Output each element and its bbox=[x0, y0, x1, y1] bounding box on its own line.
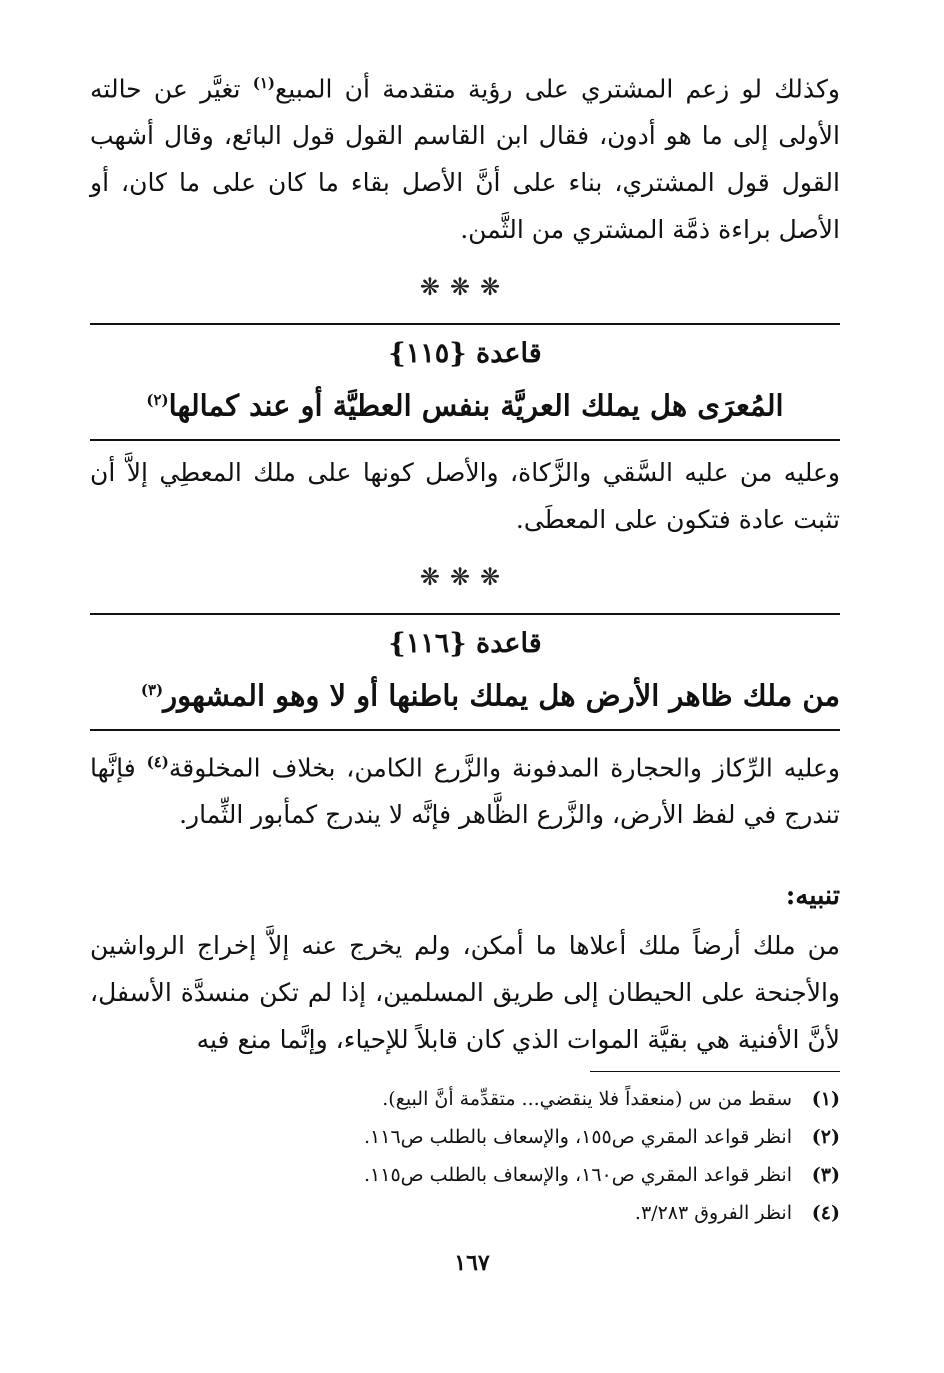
rule-116-number: قاعدة {١١٦} bbox=[388, 627, 542, 659]
rule-115-number: قاعدة {١١٥} bbox=[388, 338, 542, 370]
page-number: ١٦٧ bbox=[454, 1250, 490, 1276]
footnote-text: سقط من س (منعقداً فلا ينقضي... متقدِّمة أنَّ البيع). bbox=[382, 1088, 792, 1110]
footnote-item bbox=[100, 1156, 840, 1194]
footnotes bbox=[100, 1080, 840, 1232]
rule-116-body-text-continued: فإنَّها تندرج في لفظ الأرض، والزَّرع الظَّاهر فإنَّه لا يندرج كمأبور الثِّمار. bbox=[90, 752, 840, 829]
footnote-ref-3: (٣) bbox=[140, 680, 164, 699]
footnote-text: انظر قواعد المقري ص١٦٠، والإسعاف بالطلب ص١١٥. bbox=[363, 1164, 792, 1186]
note-heading: تنبيه: bbox=[785, 880, 840, 911]
rule-116-top-line bbox=[90, 613, 840, 615]
footnote-ref-2: (٢) bbox=[146, 391, 169, 410]
separator-stars-1: ❋❋❋ bbox=[419, 273, 511, 302]
rule-116-title-text: من ملك ظاهر الأرض هل يملك باطنها أو لا وهو المشهور bbox=[163, 678, 840, 713]
footnote-separator bbox=[590, 1071, 840, 1072]
footnote-number: (٢) bbox=[811, 1126, 840, 1148]
footnote-item bbox=[100, 1194, 840, 1232]
rule-115-title bbox=[90, 377, 840, 429]
footnote-text: انظر الفروق ٣/٢٨٣. bbox=[634, 1202, 792, 1224]
footnote-number: (١) bbox=[811, 1088, 840, 1110]
rule-115-body: وعليه من عليه السَّقي والزَّكاة، والأصل كونها على ملك المعطِي إلاَّ أن تثبت عادة فتكون على المعطَى. bbox=[90, 457, 840, 534]
footnote-item bbox=[100, 1118, 840, 1156]
footnote-number: (٤) bbox=[811, 1202, 840, 1224]
paragraph-1 bbox=[90, 60, 840, 253]
rule-115-bottom-line bbox=[90, 439, 840, 441]
footnote-text: انظر قواعد المقري ص١٥٥، والإسعاف بالطلب ص١١٦. bbox=[363, 1126, 792, 1148]
page-body bbox=[90, 60, 840, 1063]
rule-116-title bbox=[90, 667, 840, 719]
rule-116-body-text: وعليه الرِّكاز والحجارة المدفونة والزَّرع الكامن، بخلاف المخلوقة bbox=[168, 752, 840, 782]
footnote-number: (٣) bbox=[811, 1164, 840, 1186]
paragraph-1-text: وكذلك لو زعم المشتري على رؤية متقدمة أن المبيع bbox=[275, 74, 840, 104]
rule-116-body bbox=[90, 739, 840, 838]
rule-115-top-line bbox=[90, 323, 840, 325]
note-paragraph: من ملك أرضاً ملك أعلاها ما أمكن، ولم يخرج عنه إلاَّ إخراج الرواشين والأجنحة على الحيطان إلى طريق المسلمين، إذا لم تكن منسدَّة الأسفل، لأنَّ الأفنية هي بقيَّة الموات الذي كان قابلاً للإحياء، وإنَّما منع فيه bbox=[90, 930, 840, 1054]
rule-115-title-text: المُعرَى هل يملك العريَّة بنفس العطيَّة أو عند كمالها bbox=[168, 388, 784, 423]
footnote-ref-1: (١) bbox=[252, 74, 275, 92]
separator-stars-2: ❋❋❋ bbox=[419, 562, 511, 591]
paragraph-1-text-continued: تغيَّر عن حالته الأولى إلى ما هو أدون، فقال ابن القاسم القول قول البائع، وقال أشهب القول قول المشتري، بناء على أنَّ الأصل بقاء ما كان على ما كان، أو الأصل براءة ذمَّة المشتري من الثَّمن. bbox=[90, 74, 840, 245]
footnote-ref-4: (٤) bbox=[146, 752, 169, 771]
rule-116-bottom-line bbox=[90, 729, 840, 731]
footnote-item bbox=[100, 1080, 840, 1118]
